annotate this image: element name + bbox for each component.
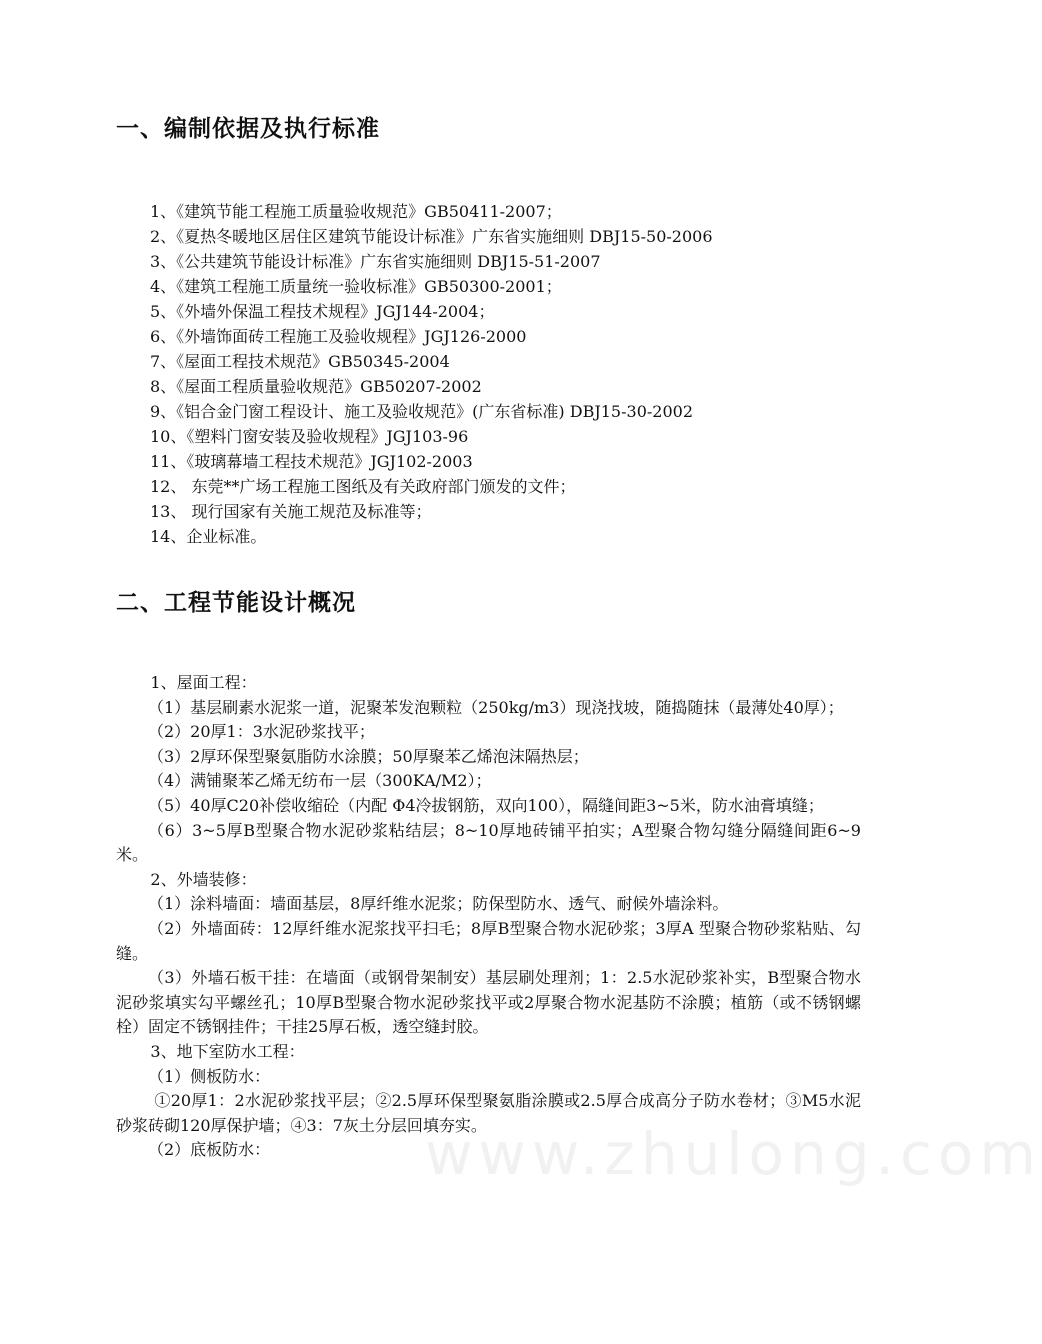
list-item: 8、《屋面工程质量验收规范》GB50207-2002 <box>150 377 482 396</box>
list-item: 12、 东莞**广场工程施工图纸及有关政府部门颁发的文件； <box>150 477 576 496</box>
design-overview-body <box>116 671 861 1163</box>
paragraph: （3）2厚环保型聚氨脂防水涂膜；50厚聚苯乙烯泡沫隔热层； <box>148 746 589 766</box>
section-1-heading: 一、编制依据及执行标准 <box>116 116 380 142</box>
paragraph: （5）40厚C20补偿收缩砼（内配 Φ4冷拔钢筋，双向100），隔缝间距3~5米，防水油膏填缝； <box>148 795 824 815</box>
paragraph: （1）基层刷素水泥浆一道，泥聚苯发泡颗粒（250kg/m3）现浇找坡，随捣随抹（最薄处40厚）； <box>148 697 844 717</box>
list-item: 5、《外墙外保温工程技术规程》JGJ144-2004； <box>150 302 495 321</box>
paragraph: （4）满铺聚苯乙烯无纺布一层（300KA/M2）； <box>148 771 492 791</box>
paragraph: （1）涂料墙面：墙面基层，8厚纤维水泥浆；防保型防水、透气、耐候外墙涂料。 <box>148 894 729 914</box>
list-item: 13、 现行国家有关施工规范及标准等； <box>150 502 432 521</box>
paragraph: ①20厚1：2水泥砂浆找平层；②2.5厚环保型聚氨脂涂膜或2.5厚合成高分子防水卷材；③M5水泥砂浆砖砌120厚保护墙；④3：7灰土分层回填夯实。 <box>116 1091 861 1135</box>
paragraph: （3）外墙石板干挂：在墙面（或钢骨架制安）基层刷处理剂；1：2.5水泥砂浆补实，B型聚合物水泥砂浆填实勾平螺丝孔；10厚B型聚合物水泥砂浆找平或2厚聚合物水泥基防不涂膜；植筋（或不锈钢螺栓）固定不锈钢挂件；干挂25厚石板，透空缝封胶。 <box>116 968 861 1037</box>
list-item: 10、《塑料门窗安装及验收规程》JGJ103-96 <box>150 427 469 446</box>
list-item: 14、企业标准。 <box>150 527 267 546</box>
paragraph: 2、外墙装修： <box>150 869 257 889</box>
paragraph: （1）侧板防水： <box>148 1066 271 1086</box>
paragraph: （2）20厚1：3水泥砂浆找平； <box>148 722 375 742</box>
watermark-text: www.zhulong.com <box>425 1120 1042 1188</box>
section-2-heading: 二、工程节能设计概况 <box>116 590 356 616</box>
list-item: 1、《建筑节能工程施工质量验收规范》GB50411-2007； <box>150 202 562 221</box>
list-item: 11、《玻璃幕墙工程技术规范》JGJ102-2003 <box>150 452 473 471</box>
list-item: 3、《公共建筑节能设计标准》广东省实施细则 DBJ15-51-2007 <box>150 252 601 271</box>
list-item: 9、《铝合金门窗工程设计、施工及验收规范》(广东省标准) DBJ15-30-2002 <box>150 402 694 421</box>
paragraph: 3、地下室防水工程： <box>150 1041 305 1061</box>
list-item: 7、《屋面工程技术规范》GB50345-2004 <box>150 352 450 371</box>
paragraph: （2）外墙面砖：12厚纤维水泥浆找平扫毛；8厚B型聚合物水泥砂浆；3厚A 型聚合物砂浆粘贴、勾缝。 <box>116 918 861 963</box>
standards-list <box>150 199 713 549</box>
list-item: 6、《外墙饰面砖工程施工及验收规程》JGJ126-2000 <box>150 327 527 346</box>
list-item: 2、《夏热冬暖地区居住区建筑节能设计标准》广东省实施细则 DBJ15-50-2006 <box>150 227 713 246</box>
paragraph: （2）底板防水： <box>148 1140 271 1160</box>
paragraph: 1、屋面工程： <box>150 673 257 692</box>
list-item: 4、《建筑工程施工质量统一验收标准》GB50300-2001； <box>150 277 562 296</box>
paragraph: （6）3~5厚B型聚合物水泥砂浆粘结层；8~10厚地砖铺平拍实；A型聚合物勾缝分隔缝间距6~9米。 <box>116 820 861 865</box>
